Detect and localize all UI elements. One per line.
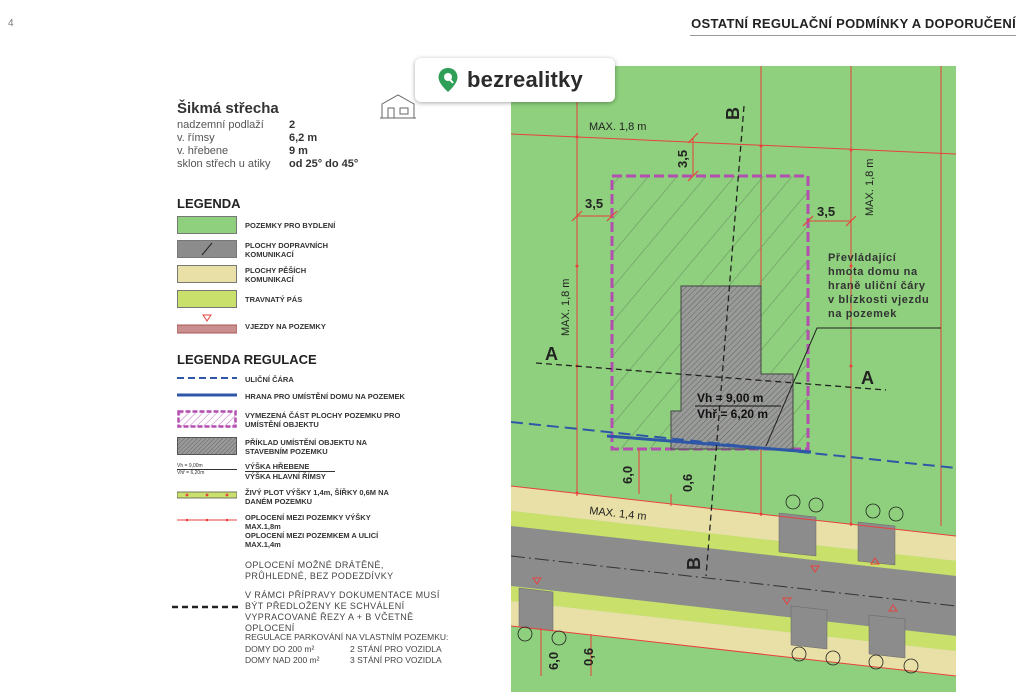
legend-label: VÝŠKA HŘEBENE xyxy=(245,462,335,472)
legend-label: POZEMKY PRO BYDLENÍ xyxy=(245,221,336,230)
roof-row-value: 6,2 m xyxy=(289,132,318,144)
legend-swatch-grass xyxy=(177,216,237,234)
roof-row-label: v. římsy xyxy=(177,132,215,144)
roof-row-value: 9 m xyxy=(289,145,308,157)
swatch-ridge-height: Vh = 9,00m xyxy=(177,463,237,470)
parking-title: REGULACE PARKOVÁNÍ NA VLASTNÍM POZEMKU: xyxy=(245,632,449,642)
driveway xyxy=(791,606,827,649)
house-sketch-icon xyxy=(378,92,418,122)
parking-label: DOMY DO 200 m² xyxy=(245,644,315,654)
roof-row xyxy=(177,119,358,132)
legend-swatch-walk xyxy=(177,265,237,283)
site-plan xyxy=(511,66,956,692)
label-vh: Vh = 9,00 m xyxy=(697,391,764,405)
section-label-b-top: B xyxy=(723,107,743,120)
callout-line: Převládající xyxy=(828,252,897,264)
label-vhr: Vhř = 6,20 m xyxy=(697,407,769,421)
location-pin-icon xyxy=(437,67,459,93)
dim-front-6: 6,0 xyxy=(620,465,635,484)
label-max-street: MAX. 1,4 m xyxy=(588,505,648,523)
legend-label: VJEZDY NA POZEMKY xyxy=(245,322,326,331)
label-max-left: MAX. 1,8 m xyxy=(560,278,572,336)
roof-row xyxy=(177,132,358,145)
legend-swatch-road xyxy=(177,240,237,258)
dim-left: 3,5 xyxy=(585,196,604,211)
legend-label: PŘÍKLAD UMÍSTĚNÍ OBJEKTU NA STAVEBNÍM POZEMKU xyxy=(245,438,367,456)
fence-note: OPLOCENÍ MOŽNÉ DRÁTĚNÉ, PRŮHLEDNÉ, BEZ PODEZDÍVKY xyxy=(245,560,394,581)
legend-swatch-heights xyxy=(177,463,237,476)
legend-swatch-strip xyxy=(177,290,237,308)
dim-top: 3,5 xyxy=(675,149,690,168)
legend-swatch-driveway xyxy=(177,312,237,334)
roof-row xyxy=(177,145,358,158)
roof-row-label: sklon střech u atiky xyxy=(177,158,271,170)
legend-label: OPLOCENÍ MEZI POZEMKY VÝŠKY MAX.1,8m xyxy=(245,513,371,531)
legend-label: ŽIVÝ PLOT VÝŠKY 1,4m, ŠÍŘKY 0,6M NA DANÉM POZEMKU xyxy=(245,488,389,506)
legend-label: TRAVNATÝ PÁS xyxy=(245,295,303,304)
callout-line: hmota domu na xyxy=(828,266,918,278)
legend-label: HRANA PRO UMÍSTĚNÍ DOMU NA POZEMEK xyxy=(245,392,405,401)
watermark-text: bezrealitky xyxy=(467,67,583,92)
legend-label: VÝŠKA HLAVNÍ ŘÍMSY xyxy=(245,472,326,481)
roof-title: Šikmá střecha xyxy=(177,100,279,117)
roof-row xyxy=(177,158,358,171)
legend-swatch-building-example xyxy=(177,437,237,455)
driveway xyxy=(519,588,553,631)
legend-swatch-hedge xyxy=(177,490,237,500)
callout-line: na pozemek xyxy=(828,308,897,320)
callout-line: v blízkosti vjezdu xyxy=(828,294,930,306)
swatch-eave-height: Vhř = 6,20m xyxy=(177,470,205,476)
legend-regulace-title: LEGENDA REGULACE xyxy=(177,352,317,367)
roof-row-value: 2 xyxy=(289,119,296,131)
dim-right: 3,5 xyxy=(817,204,836,219)
section-label-a-right: A xyxy=(861,368,874,388)
legend-label: PLOCHY DOPRAVNÍCH KOMUNIKACÍ xyxy=(245,241,329,259)
parking-value: 2 STÁNÍ PRO VOZIDLA xyxy=(350,644,442,654)
callout-line: hraně uliční čáry xyxy=(828,280,926,292)
dim-front-06: 0,6 xyxy=(680,473,695,492)
section-label-b-bottom: B xyxy=(684,557,704,570)
legend-label: OPLOCENÍ MEZI POZEMKEM A ULICÍ MAX.1,4m xyxy=(245,531,379,549)
legend-label: PLOCHY PĚŠÍCH KOMUNIKACÍ xyxy=(245,266,307,284)
page-header: OSTATNÍ REGULAČNÍ PODMÍNKY A DOPORUČENÍ xyxy=(691,16,1016,31)
legend-swatch-building-edge xyxy=(177,391,237,399)
legend-label-heights xyxy=(245,462,335,481)
page-number: 4 xyxy=(8,18,14,29)
legend-title: LEGENDA xyxy=(177,196,241,211)
sections-note: V RÁMCI PŘÍPRAVY DOKUMENTACE MUSÍ BÝT PŘEDLOŽENY KE SCHVÁLENÍ VYPRACOVANÉ ŘEZY A + B VČETNĚ OPLOCENÍ xyxy=(245,590,440,633)
legend-label: VYMEZENÁ ČÁST PLOCHY POZEMKU PRO UMÍSTĚNÍ OBJEKTU xyxy=(245,411,401,429)
roof-row-label: v. hřebene xyxy=(177,145,229,157)
header-rule xyxy=(690,35,1016,36)
driveway xyxy=(869,615,905,658)
section-label-a-left: A xyxy=(545,344,558,364)
label-max-top: MAX. 1,8 m xyxy=(589,121,647,133)
parking-value: 3 STÁNÍ PRO VOZIDLA xyxy=(350,655,442,665)
roof-row-value: od 25° do 45° xyxy=(289,158,359,170)
label-max-right: MAX. 1,8 m xyxy=(864,158,876,216)
legend-swatch-section-line xyxy=(172,604,238,610)
parking-label: DOMY NAD 200 m² xyxy=(245,655,320,665)
legend-swatch-fence xyxy=(177,516,237,524)
dim-bottom-06: 0,6 xyxy=(581,647,596,666)
legend-label: ULIČNÍ ČÁRA xyxy=(245,375,294,384)
roof-parameters xyxy=(177,100,358,171)
dim-bottom-6: 6,0 xyxy=(546,651,561,670)
legend-swatch-buildable-area xyxy=(177,410,237,428)
roof-row-label: nadzemní podlaží xyxy=(177,119,264,131)
legend-swatch-street-line xyxy=(177,374,237,382)
bezrealitky-watermark xyxy=(415,58,615,102)
